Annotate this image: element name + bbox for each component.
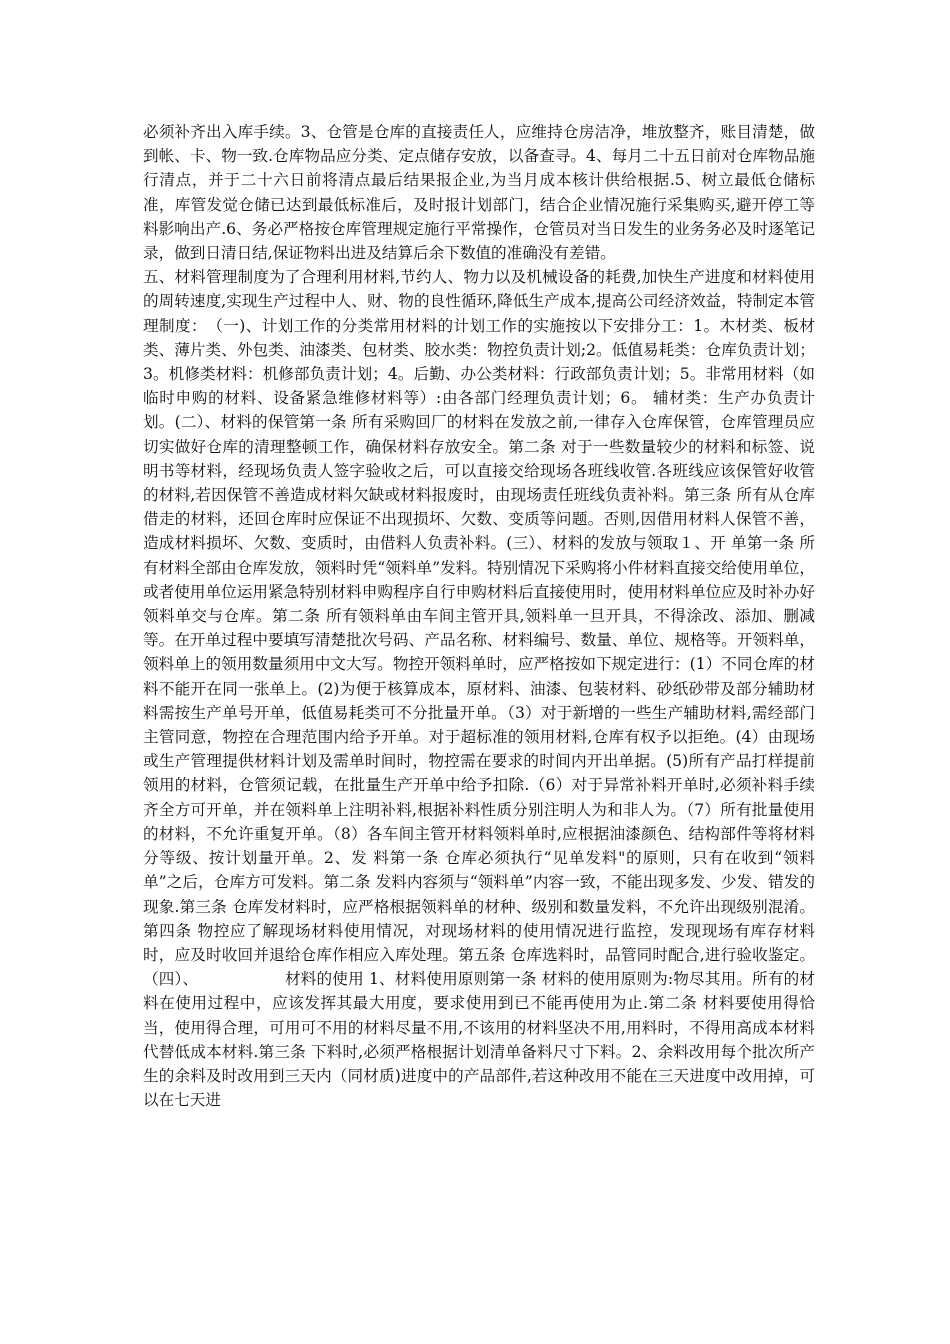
document-body	[143, 120, 815, 1112]
paragraph-material-management: 五、材料管理制度为了合理利用材料,节约人、物力以及机械设备的耗费,加快生产进度和材料使用的周转速度,实现生产过程中人、财、物的良性循环,降低生产成本,提高公司经济效益，特制定本管理制度： （一)、计划工作的分类常用材料的计划工作的实施按以下安排分工：1。木材类、板材类、薄片类、外包类、油漆类、包材类、胶水类：物控负责计划;2。低值易耗类：仓库负责计划；3。机修类材料：机修部负责计划；4。后勤、办公类材料：行政部负责计划；5。非常用材料（如临时申购的材料、设备紧急维修材料等）:由各部门经理负责计划；6。 辅材类：生产办负责计划。(二）、材料的保管第一条 所有采购回厂的材料在发放之前,一律存入仓库保管，仓库管理员应切实做好仓库的清理整顿工作，确保材料存放安全。第二条 对于一些数量较少的材料和标签、说明书等材料，经现场负责人签字验收之后，可以直接交给现场各班线收管.各班线应该保管好收管的材料,若因保管不善造成材料欠缺或材料报废时，由现场责任班线负责补料。第三条 所有从仓库借走的材料，还回仓库时应保证不出现损坏、欠数、变质等问题。否则,因借用材料人保管不善，造成材料损坏、欠数、变质时，由借料人负责补料。(三）、材料的发放与领取１、开 单第一条 所有材料全部由仓库发放，领料时凭“领料单”发料。特别情况下采购将小件材料直接交给使用单位，或者使用单位运用紧急特别材料申购程序自行申购材料后直接使用时，使用材料单位应及时补办好领料单交与仓库。第二条 所有领料单由车间主管开具,领料单一旦开具，不得涂改、添加、删减等。在开单过程中要填写清楚批次号码、产品名称、材料编号、数量、单位、规格等。开领料单，领料单上的领用数量须用中文大写。物控开领料单时，应严格按如下规定进行：(1）不同仓库的材料不能开在同一张单上。(2)为便于核算成本，原材料、油漆、包装材料、砂纸砂带及部分辅助材料需按生产单号开单，低值易耗类可不分批量开单。（3）对于新增的一些生产辅助材料,需经部门主管同意，物控在合理范围内给予开单。对于超标准的领用材料,仓库有权予以拒绝。(4）由现场或生产管理提供材料计划及需单时间时，物控需在要求的时间内开出单据。(5)所有产品打样提前领用的材料，仓管须记载，在批量生产开单中给予扣除.（6）对于异常补料开单时,必须补料手续齐全方可开单，并在领料单上注明补料,根据补料性质分别注明人为和非人为。（7）所有批量使用的材料，不允许重复开单。（8）各车间主管开材料领料单时,应根据油漆颜色、结构部件等将材料分等级、按计划量开单。2、发 料第一条 仓库必须执行“见单发料"的原则，只有在收到“领料单”之后，仓库方可发料。第二条 发料内容须与“领料单”内容一致，不能出现多发、少发、错发的现象.第三条 仓库发材料时，应严格根据领料单的材种、级别和数量发料，不允许出现级别混淆。第四条 物控应了解现场材料使用情况，对现场材料的使用情况进行监控，发现现场有库存材料时，应及时收回并退给仓库作相应入库处理。第五条 仓库选料时，品管同时配合,进行验收鉴定。（四）、 材料的使用 1、材料使用原则第一条 材料的使用原则为:物尽其用。所有的材料在使用过程中，应该发挥其最大用度，要求使用到已不能再使用为止.第二条 材料要使用得恰当，使用得合理，可用可不用的材料尽量不用,不该用的材料坚决不用,用料时，不得用高成本材料代替低成本材料.第三条 下料时,必须严格根据计划清单备料尺寸下料。2、余料改用每个批次所产生的余料及时改用到三天内（同材质)进度中的产品部件,若这种改用不能在三天进度中改用掉，可以在七天进	[143, 268, 815, 1110]
paragraph-warehouse-duties: 必须补齐出入库手续。3、仓管是仓库的直接责任人，应维持仓房洁净，堆放整齐，账目清楚，做到帐、卡、物一致.仓库物品应分类、定点储存安放，以备查寻。4、每月二十五日前对仓库物品施行清点，并于二十六日前将清点最后结果报企业,为当月成本核计供给根据.5、树立最低仓储标准，库管发觉仓储已达到最低标准后，及时报计划部门，结合企业情况施行采集购买,避开停工等料影响出产.6、务必严格按仓库管理规定施行平常操作，仓管员对当日发生的业务务必及时逐笔记录，做到日清日结,保证物料出进及结算后余下数值的准确没有差错。	[143, 123, 815, 263]
